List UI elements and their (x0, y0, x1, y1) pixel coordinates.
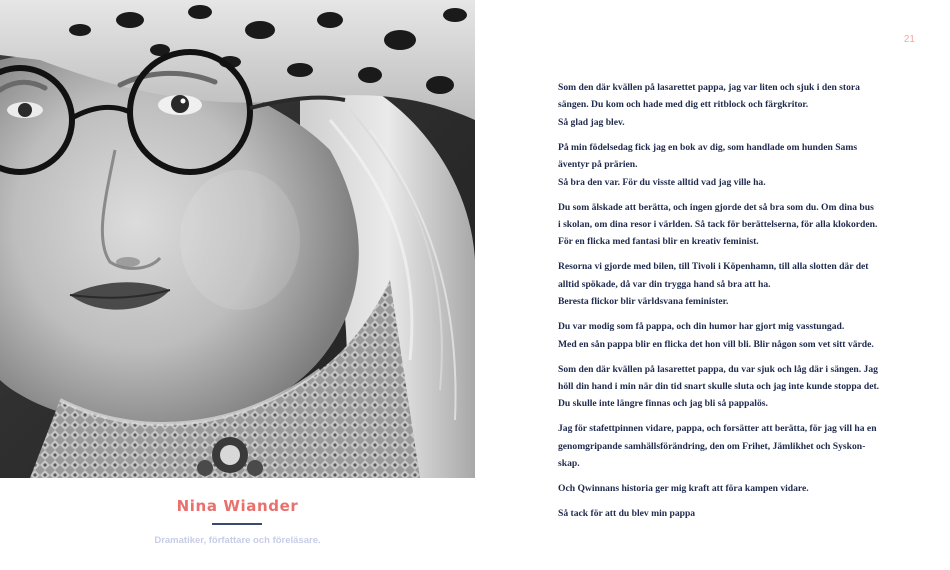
portrait-photo (0, 0, 475, 478)
text-line: skap. (558, 458, 580, 470)
text-line: Och Qwinnans historia ger mig kraft att föra kampen vidare. (558, 483, 809, 495)
text-line: Jag för stafettpinnen vidare, pappa, och forsätter att berätta, för jag vill ha en (558, 423, 877, 435)
paragraph (558, 139, 888, 191)
caption-name: Nina Wiander (176, 497, 299, 515)
text-line: äventyr på prärien. (558, 159, 638, 171)
text-line: Du som älskade att berätta, och ingen gjorde det så bra som du. Om dina bus (558, 201, 874, 213)
body-text (558, 79, 888, 530)
paragraph (558, 420, 888, 472)
text-line: alltid spökade, då var din trygga hand så bra att ha. (558, 278, 771, 290)
text-line: Med en sån pappa blir en flicka det hon vill bli. Blir någon som vet sitt värde. (558, 338, 874, 350)
text-line: Beresta flickor blir världsvana feminister. (558, 296, 729, 308)
text-line: i skolan, om dina resor i världen. Så tack för berättelserna, för alla klokorden. (558, 219, 878, 231)
text-line: sängen. Du kom och hade med dig ett ritblock och färgkritor. (558, 99, 809, 111)
paragraph (558, 79, 888, 131)
text-line: Som den där kvällen på lasarettet pappa, jag var liten och sjuk i den stora (558, 82, 860, 93)
text-line: Så glad jag blev. (558, 116, 625, 128)
photo-caption (0, 478, 475, 570)
paragraph (558, 258, 888, 310)
text-line: Resorna vi gjorde med bilen, till Tivoli i Köpenhamn, till alla slotten där det (558, 261, 869, 273)
text-line: Som den där kvällen på lasarettet pappa, du var sjuk och låg där i sängen. Jag (558, 363, 878, 375)
text-line: Så bra den var. För du visste alltid vad jag ville ha. (558, 176, 766, 188)
text-line: På min födelsedag fick jag en bok av dig, som handlade om hunden Sams (558, 141, 858, 153)
text-line: genomgripande samhällsförändring, den om Frihet, Jämlikhet och Syskon- (558, 440, 866, 452)
paragraph (558, 318, 888, 353)
paragraph (558, 361, 888, 413)
page-number: 21 (903, 34, 915, 45)
text-line: Du skulle inte längre finnas och jag bli så pappalös. (558, 398, 768, 410)
text-line: Så tack för att du blev min pappa (558, 508, 696, 520)
paragraph (558, 505, 888, 522)
right-page (475, 0, 950, 570)
caption-divider (212, 523, 262, 525)
caption-role: Dramatiker, författare och föreläsare. (154, 535, 321, 546)
text-line: För en flicka med fantasi blir en kreativ feminist. (558, 236, 759, 248)
text-line: Du var modig som få pappa, och din humor har gjort mig vasstungad. (558, 321, 845, 333)
text-line: höll din hand i min när din tid snart skulle sluta och jag inte kunde stoppa det. (558, 381, 880, 393)
paragraph (558, 480, 888, 497)
paragraph (558, 199, 888, 251)
